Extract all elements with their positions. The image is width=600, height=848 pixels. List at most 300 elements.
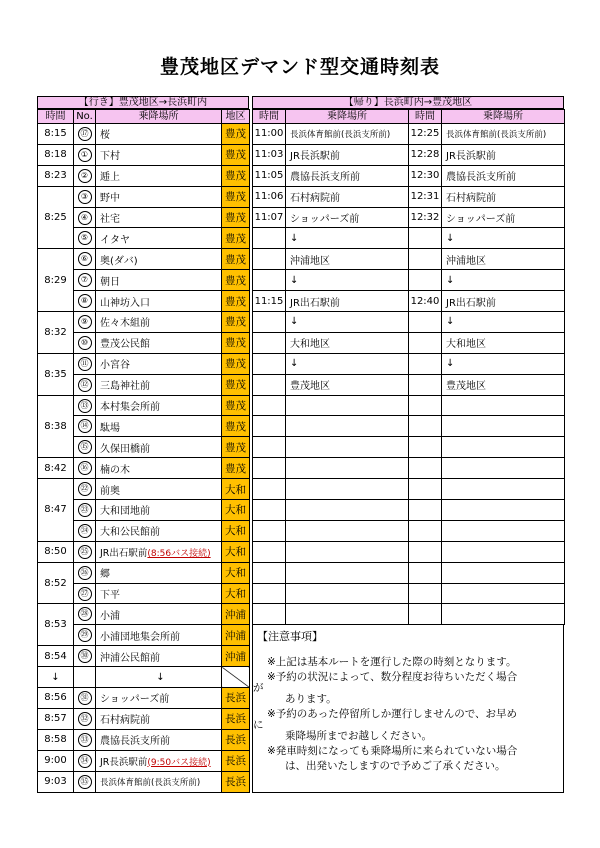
table-row [38,667,250,688]
table-row [253,144,565,165]
stop-name: 奥(ダバ) [100,255,138,267]
time-cell: 9:00 [38,750,74,771]
stop-name: 小浦団地集会所前 [100,631,180,643]
stop-number-badge: ㉞ [78,754,92,768]
stop-name: ショッパーズ前 [100,694,170,706]
stop-name-cell [96,249,222,270]
return-table [252,109,565,625]
return-stop-1: ↓ [286,270,409,291]
stop-name-cell [96,688,222,709]
stop-number-badge: ⑥ [78,252,92,266]
empty-cell [286,416,409,437]
stop-number [74,562,96,583]
empty-cell [409,583,442,604]
district-cell: 豊茂 [222,437,250,458]
departure-time-1 [253,270,286,291]
note-line: 乗降場所までお越しください。 [285,730,432,743]
stop-name-cell [96,124,222,145]
stop-name-cell [96,708,222,729]
empty-cell [286,520,409,541]
district-cell: 大和 [222,479,250,500]
departure-time-2 [409,374,442,395]
stop-number [74,458,96,479]
stop-name-cell [96,291,222,312]
stop-name-cell [96,479,222,500]
empty-cell [409,541,442,562]
stop-number-badge: ⑬ [78,399,92,413]
stop-name-cell [96,458,222,479]
stop-name-cell [96,667,222,688]
district-cell: 豊茂 [222,374,250,395]
stop-name-cell [96,353,222,374]
stop-number-badge: ① [78,148,92,162]
return-stop-1: 沖浦地区 [286,249,409,270]
table-row [253,249,565,270]
district-cell: 豊茂 [222,228,250,249]
table-row-empty [253,395,565,416]
stop-name: JR出石駅前 [100,547,148,559]
table-row [38,729,250,750]
column-header-stop: 乗降場所 [96,110,222,124]
time-cell: 8:52 [38,562,74,604]
table-row [253,228,565,249]
departure-time-2 [409,312,442,333]
stop-number [74,228,96,249]
stop-name: 久保田橋前 [100,443,150,455]
stop-name: 郷 [100,569,110,581]
time-cell: 8:58 [38,729,74,750]
district-cell: 豊茂 [222,124,250,145]
stop-name-cell [96,437,222,458]
stop-number-badge: ㉗ [78,587,92,601]
stop-name-cell [96,165,222,186]
stop-number [74,688,96,709]
stop-name: 社宅 [100,214,120,225]
column-header-stop: 乗降場所 [442,110,565,124]
district-cell [222,667,250,688]
departure-time-2: 12:31 [409,186,442,207]
table-row [38,688,250,709]
return-header: 【帰り】長浜町内→豊茂地区 [252,96,564,109]
table-row [253,270,565,291]
district-cell: 豊茂 [222,291,250,312]
return-stop-1: ↓ [286,353,409,374]
stop-number-badge: ③ [78,190,92,204]
stop-name-cell [96,374,222,395]
stop-number [74,541,96,562]
table-row [253,332,565,353]
stop-name: 山神坊入口 [100,297,150,309]
table-row [38,312,250,333]
stop-number-badge: ⑯ [78,461,92,475]
time-cell: 8:25 [38,186,74,249]
time-cell: 8:32 [38,312,74,354]
departure-time-1 [253,228,286,249]
table-row [253,207,565,228]
stop-number [74,249,96,270]
table-row-empty [253,437,565,458]
table-row [38,144,250,165]
district-cell: 豊茂 [222,312,250,333]
district-cell: 豊茂 [222,332,250,353]
time-cell: 8:56 [38,688,74,709]
time-cell: 8:47 [38,479,74,542]
stop-number [74,500,96,521]
empty-cell [409,520,442,541]
return-stop-2: 豊茂地区 [442,374,565,395]
note-line: が [253,682,264,695]
return-stop-2: 長浜体育館前(長浜支所前) [442,124,565,145]
bus-connection-note: (8:56バス接続) [147,548,211,559]
time-cell: 8:57 [38,708,74,729]
departure-time-2: 12:32 [409,207,442,228]
stop-number [74,374,96,395]
empty-cell [409,500,442,521]
stop-name-cell [96,500,222,521]
empty-cell [253,500,286,521]
empty-cell [253,562,286,583]
district-cell: 豊茂 [222,165,250,186]
return-stop-1: JR長浜駅前 [286,144,409,165]
empty-cell [286,541,409,562]
district-cell: 大和 [222,583,250,604]
district-cell: 豊茂 [222,395,250,416]
return-stop-1: 長浜体育館前(長浜支所前) [286,124,409,145]
stop-name: ↓ [156,671,165,683]
stop-number [74,646,96,667]
note-line: ※上記は基本ルートを運行した際の時刻となります。 [267,656,517,669]
district-cell: 大和 [222,541,250,562]
table-row [253,291,565,312]
return-stop-1: ↓ [286,312,409,333]
empty-cell [286,437,409,458]
return-stop-2: ↓ [442,228,565,249]
stop-number [74,416,96,437]
outbound-header: 【行き】豊茂地区→長浜町内 [37,96,249,109]
stop-number-badge: ㉕ [78,545,92,559]
table-row [38,249,250,270]
table-row [253,124,565,145]
empty-cell [442,458,565,479]
district-cell: 長浜 [222,688,250,709]
table-row [38,124,250,145]
stop-number-badge: ⑦ [78,273,92,287]
time-cell: 8:35 [38,353,74,395]
departure-time-1 [253,374,286,395]
table-row [253,353,565,374]
stop-number [74,750,96,771]
departure-time-1: 11:15 [253,291,286,312]
stop-name-cell [96,416,222,437]
empty-cell [442,395,565,416]
empty-cell [409,416,442,437]
empty-cell [253,520,286,541]
time-cell: 8:38 [38,395,74,458]
departure-time-2 [409,270,442,291]
departure-time-1: 11:00 [253,124,286,145]
note-line: に [253,719,264,732]
stop-number [74,165,96,186]
stop-name: 長浜体育館前(長浜支所前) [100,777,201,788]
table-row [253,312,565,333]
stop-number-badge: ⑫ [78,378,92,392]
bus-connection-note: (9:50バス接続) [147,757,211,768]
empty-cell [442,479,565,500]
time-cell: 8:53 [38,604,74,646]
page-title: 豊茂地区デマンド型交通時刻表 [159,56,440,78]
stop-number-badge: ④ [78,211,92,225]
time-cell: 8:23 [38,165,74,186]
time-cell: 9:03 [38,771,74,792]
stop-name: 大和団地前 [100,506,150,518]
departure-time-2: 12:40 [409,291,442,312]
notes-frame [252,625,564,792]
empty-cell [409,458,442,479]
stop-number [74,124,96,145]
stop-name: 農協長浜支所前 [100,736,170,748]
stop-name-cell [96,207,222,228]
departure-time-1: 11:03 [253,144,286,165]
stop-number-badge: ㉚ [78,649,92,663]
table-row [38,562,250,583]
stop-name-cell [96,771,222,792]
return-stop-1: ↓ [286,228,409,249]
return-stop-1: 大和地区 [286,332,409,353]
stop-number-badge: ⑰ [78,127,92,141]
return-stop-2: 沖浦地区 [442,249,565,270]
empty-cell [286,458,409,479]
stop-name: 朝日 [100,276,120,288]
table-row [253,374,565,395]
time-cell: ↓ [38,667,74,688]
time-cell: 8:54 [38,646,74,667]
column-header-time: 時間 [38,110,74,124]
table-row [38,541,250,562]
stop-number [74,291,96,312]
stop-number [74,270,96,291]
stop-number-badge: ㉝ [78,733,92,747]
empty-cell [253,583,286,604]
stop-number-badge: ⑩ [78,336,92,350]
district-cell: 大和 [222,562,250,583]
return-stop-2: ショッパーズ前 [442,207,565,228]
stop-number-badge: ㉓ [78,503,92,517]
stop-number [74,186,96,207]
stop-number [74,625,96,646]
stop-name: 石村病院前 [100,715,150,727]
stop-number [74,479,96,500]
departure-time-1 [253,312,286,333]
stop-name-cell [96,270,222,291]
notes-heading: 【注意事項】 [257,630,323,644]
return-column-headers [253,110,565,124]
stop-name-cell [96,625,222,646]
stop-name: 桜 [100,130,110,142]
stop-number [74,583,96,604]
empty-cell [286,479,409,500]
departure-time-2: 12:25 [409,124,442,145]
stop-name-cell [96,729,222,750]
return-stop-2: 石村病院前 [442,186,565,207]
stop-number-badge: ㉖ [78,566,92,580]
stop-name: 大和公民館前 [100,527,160,539]
table-row-empty [253,541,565,562]
stop-name: 本村集会所前 [100,402,160,414]
outbound-table [37,109,250,793]
stop-number-badge: ㉛ [78,691,92,705]
empty-cell [442,562,565,583]
stop-number [74,144,96,165]
empty-cell [442,500,565,521]
column-header-time: 時間 [409,110,442,124]
stop-name: 小宮谷 [100,360,130,372]
stop-name: 豊茂公民館 [100,339,150,351]
table-row [38,604,250,625]
stop-name: 楠の木 [100,464,130,476]
stop-number [74,353,96,374]
departure-time-2 [409,228,442,249]
stop-name: イタヤ [100,234,130,246]
table-row-empty [253,458,565,479]
stop-number-badge: ㉒ [78,482,92,496]
departure-time-2 [409,332,442,353]
table-row [38,458,250,479]
empty-cell [253,541,286,562]
stop-number [74,332,96,353]
stop-number-badge: ㉙ [78,628,92,642]
stop-name-cell [96,646,222,667]
empty-cell [409,479,442,500]
departure-time-1 [253,249,286,270]
departure-time-2: 12:28 [409,144,442,165]
table-row [38,353,250,374]
table-row-empty [253,416,565,437]
stop-number [74,604,96,625]
return-stop-2: JR出石駅前 [442,291,565,312]
district-cell: 沖浦 [222,625,250,646]
stop-number-badge: ⑮ [78,440,92,454]
return-stop-2: ↓ [442,270,565,291]
stop-name-cell [96,395,222,416]
departure-time-1: 11:07 [253,207,286,228]
stop-name: 駄場 [100,422,120,434]
empty-cell [286,583,409,604]
district-cell: 豊茂 [222,416,250,437]
return-stop-1: 農協長浜支所前 [286,165,409,186]
time-cell: 8:18 [38,144,74,165]
stop-number [74,667,96,688]
district-cell: 長浜 [222,729,250,750]
table-row [38,165,250,186]
note-line: ※予約のあった停留所しか運行しませんので、お早め [267,708,517,721]
stop-name-cell [96,562,222,583]
stop-number [74,729,96,750]
departure-time-1 [253,353,286,374]
stop-number [74,437,96,458]
stop-name: 野中 [100,193,120,205]
district-cell: 豊茂 [222,144,250,165]
stop-number [74,312,96,333]
table-row-empty [253,520,565,541]
stop-name: 前奥 [100,485,120,497]
stop-number [74,771,96,792]
return-stop-1: ショッパーズ前 [286,207,409,228]
empty-cell [409,562,442,583]
empty-cell [442,541,565,562]
stop-name: 下平 [100,590,120,602]
table-row [38,708,250,729]
column-header-district: 地区 [222,110,250,124]
return-stop-1: 石村病院前 [286,186,409,207]
district-cell: 長浜 [222,708,250,729]
table-row-empty [253,604,565,625]
table-row [38,646,250,667]
return-stop-2: 農協長浜支所前 [442,165,565,186]
table-row [38,771,250,792]
stop-number-badge: ㉔ [78,524,92,538]
stop-number [74,520,96,541]
stop-name-cell [96,583,222,604]
empty-cell [286,562,409,583]
table-row [38,395,250,416]
return-stop-1: JR出石駅前 [286,291,409,312]
empty-cell [409,395,442,416]
time-cell: 8:29 [38,249,74,312]
stop-name-cell [96,228,222,249]
district-cell: 豊茂 [222,249,250,270]
time-cell: 8:15 [38,124,74,145]
stop-name-cell [96,520,222,541]
table-row-empty [253,500,565,521]
district-cell: 豊茂 [222,458,250,479]
table-row [38,750,250,771]
column-header-stop: 乗降場所 [286,110,409,124]
table-row [38,186,250,207]
column-header-no: No. [74,110,96,124]
return-stop-2: 大和地区 [442,332,565,353]
stop-name: 逓上 [100,172,120,184]
table-row-empty [253,562,565,583]
district-cell: 大和 [222,520,250,541]
stop-number-badge: ㉟ [78,775,92,789]
return-stop-2: ↓ [442,353,565,374]
note-line: あります。 [285,693,337,706]
empty-cell [253,437,286,458]
table-row [253,186,565,207]
stop-name-cell [96,604,222,625]
column-header-time: 時間 [253,110,286,124]
stop-number-badge: ㉘ [78,607,92,621]
stop-name: JR長浜駅前 [100,756,148,768]
empty-cell [409,604,442,625]
departure-time-2 [409,353,442,374]
stop-number [74,395,96,416]
departure-time-2: 12:30 [409,165,442,186]
stop-name: 沖浦公民館前 [100,652,160,664]
time-cell: 8:50 [38,541,74,562]
stop-name-cell [96,541,222,562]
stop-name-cell [96,332,222,353]
empty-cell [442,416,565,437]
empty-cell [442,520,565,541]
empty-cell [442,583,565,604]
departure-time-1: 11:05 [253,165,286,186]
departure-time-1 [253,332,286,353]
empty-cell [286,395,409,416]
empty-cell [286,604,409,625]
time-cell: 8:42 [38,458,74,479]
stop-number-badge: ⑭ [78,419,92,433]
